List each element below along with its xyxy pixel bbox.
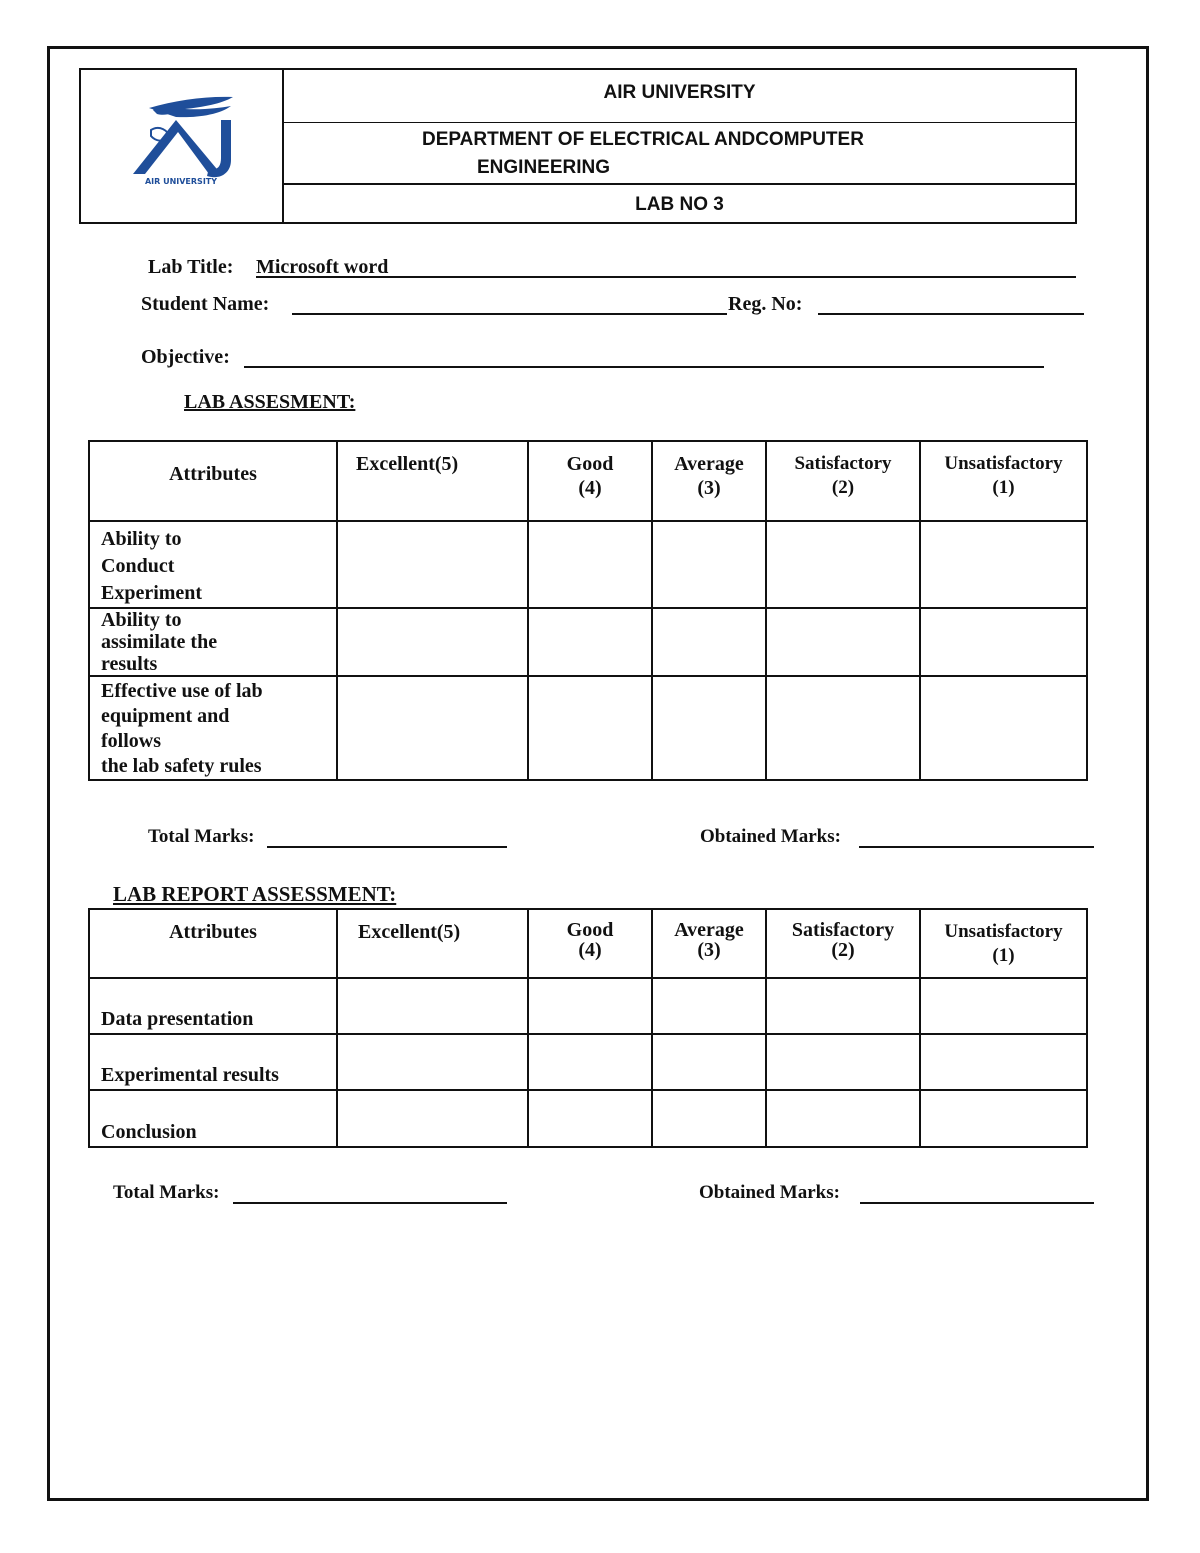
- score-cell[interactable]: [528, 1034, 652, 1090]
- col-average: Average (3): [652, 441, 766, 521]
- report-assessment-title: LAB REPORT ASSESSMENT:: [113, 882, 397, 906]
- lab-assessment-title: LAB ASSESMENT:: [184, 391, 356, 413]
- reg-no-label: Reg. No:: [728, 293, 803, 315]
- col-satisfactory: Satisfactory (2): [766, 441, 920, 521]
- total-marks-label: Total Marks:: [148, 826, 255, 847]
- score-cell[interactable]: [652, 1034, 766, 1090]
- logo-caption: AIR UNIVERSITY: [144, 177, 218, 186]
- score-cell[interactable]: [920, 978, 1087, 1034]
- col-attributes: Attributes: [89, 909, 337, 978]
- table-row: [89, 978, 1087, 1034]
- university-name: AIR UNIVERSITY: [284, 70, 1075, 123]
- score-cell[interactable]: [920, 1034, 1087, 1090]
- report-assessment-table: [88, 908, 1088, 1148]
- score-cell[interactable]: [920, 608, 1087, 676]
- score-cell[interactable]: [920, 1090, 1087, 1147]
- table-header-row: [89, 909, 1087, 978]
- score-cell[interactable]: [528, 608, 652, 676]
- score-cell[interactable]: [652, 521, 766, 608]
- obtained-marks-line: [859, 846, 1094, 848]
- table-header-row: [89, 441, 1087, 521]
- score-cell[interactable]: [652, 608, 766, 676]
- score-cell[interactable]: [337, 978, 528, 1034]
- row-label: Data presentation: [89, 978, 337, 1034]
- score-cell[interactable]: [766, 608, 920, 676]
- report-obtained-marks-label: Obtained Marks:: [699, 1182, 840, 1203]
- row-label: Ability to Conduct Experiment: [89, 521, 337, 608]
- score-cell[interactable]: [920, 521, 1087, 608]
- table-row: [89, 521, 1087, 608]
- col-average: Average (3): [652, 909, 766, 978]
- objective-line: [244, 366, 1044, 368]
- header-table: [79, 68, 1077, 224]
- table-row: [89, 1090, 1087, 1147]
- col-satisfactory: Satisfactory (2): [766, 909, 920, 978]
- score-cell[interactable]: [652, 676, 766, 780]
- table-row: [89, 608, 1087, 676]
- logo-cell: [81, 70, 284, 222]
- department-cell: [284, 123, 1075, 185]
- lab-title-underline: [256, 276, 1076, 278]
- col-good: Good (4): [528, 441, 652, 521]
- col-excellent: Excellent(5): [337, 441, 528, 521]
- reg-no-line: [818, 313, 1084, 315]
- department-line2: ENGINEERING: [477, 157, 611, 178]
- score-cell[interactable]: [337, 1090, 528, 1147]
- lab-assessment-table: [88, 440, 1088, 781]
- lab-number: LAB NO 3: [635, 194, 724, 215]
- col-excellent: Excellent(5): [337, 909, 528, 978]
- score-cell[interactable]: [337, 521, 528, 608]
- score-cell[interactable]: [337, 608, 528, 676]
- objective-label: Objective:: [141, 346, 230, 368]
- table-row: [89, 1034, 1087, 1090]
- lab-title-label: Lab Title:: [148, 256, 234, 278]
- col-unsatisfactory: Unsatisfactory (1): [920, 909, 1087, 978]
- col-unsatisfactory: Unsatisfactory (1): [920, 441, 1087, 521]
- score-cell[interactable]: [766, 676, 920, 780]
- score-cell[interactable]: [337, 1034, 528, 1090]
- row-label: Experimental results: [89, 1034, 337, 1090]
- total-marks-line: [267, 846, 507, 848]
- obtained-marks-label: Obtained Marks:: [700, 826, 841, 847]
- student-name-label: Student Name:: [141, 293, 270, 315]
- report-total-marks-line: [233, 1202, 507, 1204]
- department-line1: DEPARTMENT OF ELECTRICAL ANDCOMPUTER: [422, 129, 864, 150]
- score-cell[interactable]: [766, 978, 920, 1034]
- score-cell[interactable]: [766, 521, 920, 608]
- air-university-logo: [81, 70, 284, 224]
- score-cell[interactable]: [652, 1090, 766, 1147]
- score-cell[interactable]: [528, 978, 652, 1034]
- student-name-line: [292, 313, 727, 315]
- lab-title-value: Microsoft word: [256, 256, 389, 278]
- score-cell[interactable]: [528, 676, 652, 780]
- col-attributes: Attributes: [89, 441, 337, 521]
- row-label: Conclusion: [89, 1090, 337, 1147]
- score-cell[interactable]: [528, 1090, 652, 1147]
- score-cell[interactable]: [766, 1090, 920, 1147]
- col-good: Good (4): [528, 909, 652, 978]
- row-label: Ability to assimilate the results: [89, 608, 337, 676]
- table-row: [89, 676, 1087, 780]
- score-cell[interactable]: [652, 978, 766, 1034]
- score-cell[interactable]: [337, 676, 528, 780]
- score-cell[interactable]: [528, 521, 652, 608]
- score-cell[interactable]: [920, 676, 1087, 780]
- row-label: Effective use of lab equipment and follows the lab safety rules: [89, 676, 337, 780]
- score-cell[interactable]: [766, 1034, 920, 1090]
- report-obtained-marks-line: [860, 1202, 1094, 1204]
- report-total-marks-label: Total Marks:: [113, 1182, 220, 1203]
